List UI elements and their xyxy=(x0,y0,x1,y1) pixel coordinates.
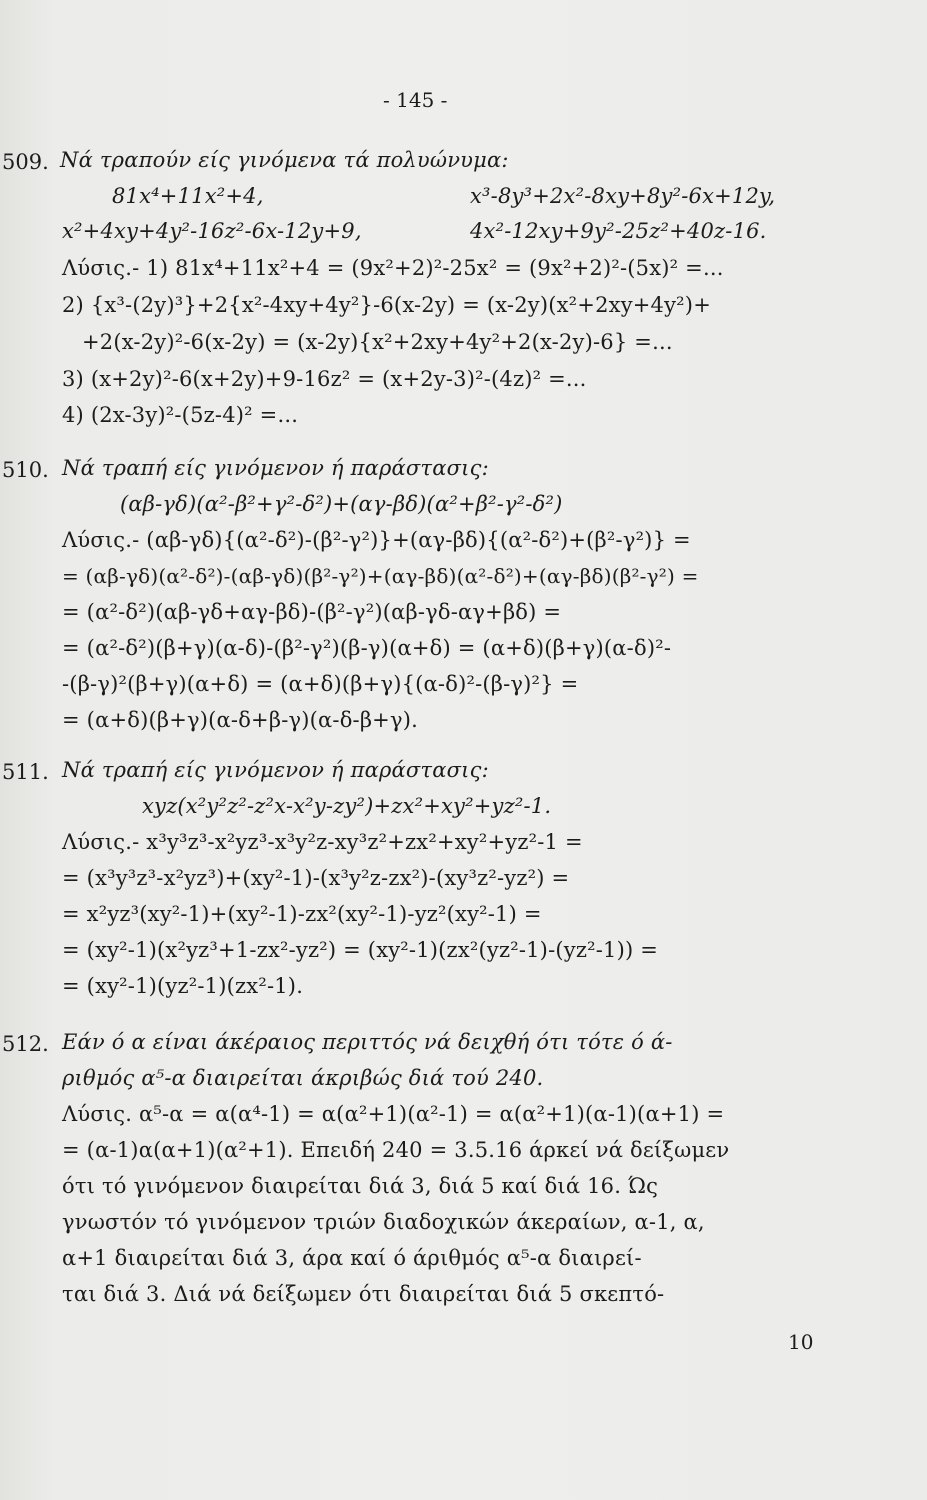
problem-511-solution-5: = (xy²-1)(yz²-1)(zx²-1). xyxy=(62,974,304,998)
problem-510-solution-6: = (α+δ)(β+γ)(α-δ+β-γ)(α-δ-β+γ). xyxy=(62,708,419,732)
problem-512-solution-2: = (α-1)α(α+1)(α²+1). Επειδή 240 = 3.5.16 άρκεί νά δείξωμεν xyxy=(62,1138,730,1162)
problem-510-solution-4: = (α²-δ²)(β+γ)(α-δ)-(β²-γ²)(β-γ)(α+δ) = (α+δ)(β+γ)(α-δ)²- xyxy=(62,636,672,660)
problem-511-expression: xyz(x²y²z²-z²x-x²y-zy²)+zx²+xy²+yz²-1. xyxy=(142,794,552,818)
problem-509-solution-2b: +2(x-2y)²-6(x-2y) = (x-2y){x²+2xy+4y²+2(x-2y)-6} =... xyxy=(82,330,673,354)
problem-512-solution-5: α+1 διαιρείται διά 3, άρα καί ό άριθμός α⁵-α διαιρεί- xyxy=(62,1246,642,1270)
problem-512-solution-4: γνωστόν τό γινόμενον τριών διαδοχικών άκεραίων, α-1, α, xyxy=(62,1210,705,1234)
footer-number: 10 xyxy=(788,1330,814,1354)
problem-511-solution-1: Λύσις.- x³y³z³-x²yz³-x³y²z-xy³z²+zx²+xy²+yz²-1 = xyxy=(62,830,583,854)
problem-512-solution-1: Λύσις. α⁵-α = α(α⁴-1) = α(α²+1)(α²-1) = α(α²+1)(α-1)(α+1) = xyxy=(62,1102,725,1126)
problem-509-polynomial-3: x²+4xy+4y²-16z²-6x-12y+9, xyxy=(62,219,362,243)
page-number: - 145 - xyxy=(383,88,448,112)
problem-510-statement: Νά τραπή είς γινόμενον ή παράστασις: xyxy=(62,456,489,480)
problem-512-statement-2: ριθμός α⁵-α διαιρείται άκριβώς διά τού 240. xyxy=(62,1066,544,1090)
problem-511-number: 511. xyxy=(2,760,49,784)
problem-509-statement: Νά τραπούν είς γινόμενα τά πολυώνυμα: xyxy=(60,148,509,172)
problem-509-solution-3: 3) (x+2y)²-6(x+2y)+9-16z² = (x+2y-3)²-(4z)² =... xyxy=(62,367,587,391)
problem-509-solution-2: 2) {x³-(2y)³}+2{x²-4xy+4y²}-6(x-2y) = (x-2y)(x²+2xy+4y²)+ xyxy=(62,293,711,317)
problem-512-solution-6: ται διά 3. Διά νά δείξωμεν ότι διαιρείται διά 5 σκεπτό- xyxy=(62,1282,665,1306)
problem-509-solution-1: Λύσις.- 1) 81x⁴+11x²+4 = (9x²+2)²-25x² = (9x²+2)²-(5x)² =... xyxy=(62,256,724,280)
problem-510-number: 510. xyxy=(2,458,49,482)
problem-510-solution-5: -(β-γ)²(β+γ)(α+δ) = (α+δ)(β+γ){(α-δ)²-(β-γ)²} = xyxy=(62,672,579,696)
problem-510-solution-2: = (αβ-γδ)(α²-δ²)-(αβ-γδ)(β²-γ²)+(αγ-βδ)(α²-δ²)+(αγ-βδ)(β²-γ²) = xyxy=(62,564,699,588)
problem-512-number: 512. xyxy=(2,1032,49,1056)
problem-509-polynomial-4: 4x²-12xy+9y²-25z²+40z-16. xyxy=(470,219,767,243)
problem-509-number: 509. xyxy=(2,150,49,174)
problem-512-solution-3: ότι τό γινόμενον διαιρείται διά 3, διά 5 καί διά 16. Ώς xyxy=(62,1174,659,1198)
problem-511-statement: Νά τραπή είς γινόμενον ή παράστασις: xyxy=(62,758,489,782)
problem-510-solution-1: Λύσις.- (αβ-γδ){(α²-δ²)-(β²-γ²)}+(αγ-βδ){(α²-δ²)+(β²-γ²)} = xyxy=(62,528,691,552)
problem-511-solution-2: = (x³y³z³-x²yz³)+(xy²-1)-(x³y²z-zx²)-(xy³z²-yz²) = xyxy=(62,866,570,890)
problem-512-statement-1: Εάν ό α είναι άκέραιος περιττός νά δειχθή ότι τότε ό ά- xyxy=(62,1030,673,1054)
problem-511-solution-3: = x²yz³(xy²-1)+(xy²-1)-zx²(xy²-1)-yz²(xy²-1) = xyxy=(62,902,542,926)
problem-511-solution-4: = (xy²-1)(x²yz³+1-zx²-yz²) = (xy²-1)(zx²(yz²-1)-(yz²-1)) = xyxy=(62,938,659,962)
problem-510-solution-3: = (α²-δ²)(αβ-γδ+αγ-βδ)-(β²-γ²)(αβ-γδ-αγ+βδ) = xyxy=(62,600,562,624)
problem-510-expression: (αβ-γδ)(α²-β²+γ²-δ²)+(αγ-βδ)(α²+β²-γ²-δ²) xyxy=(120,492,563,516)
problem-509-solution-4: 4) (2x-3y)²-(5z-4)² =... xyxy=(62,403,299,427)
problem-509-polynomial-2: x³-8y³+2x²-8xy+8y²-6x+12y, xyxy=(470,184,776,208)
problem-509-polynomial-1: 81x⁴+11x²+4, xyxy=(112,184,264,208)
